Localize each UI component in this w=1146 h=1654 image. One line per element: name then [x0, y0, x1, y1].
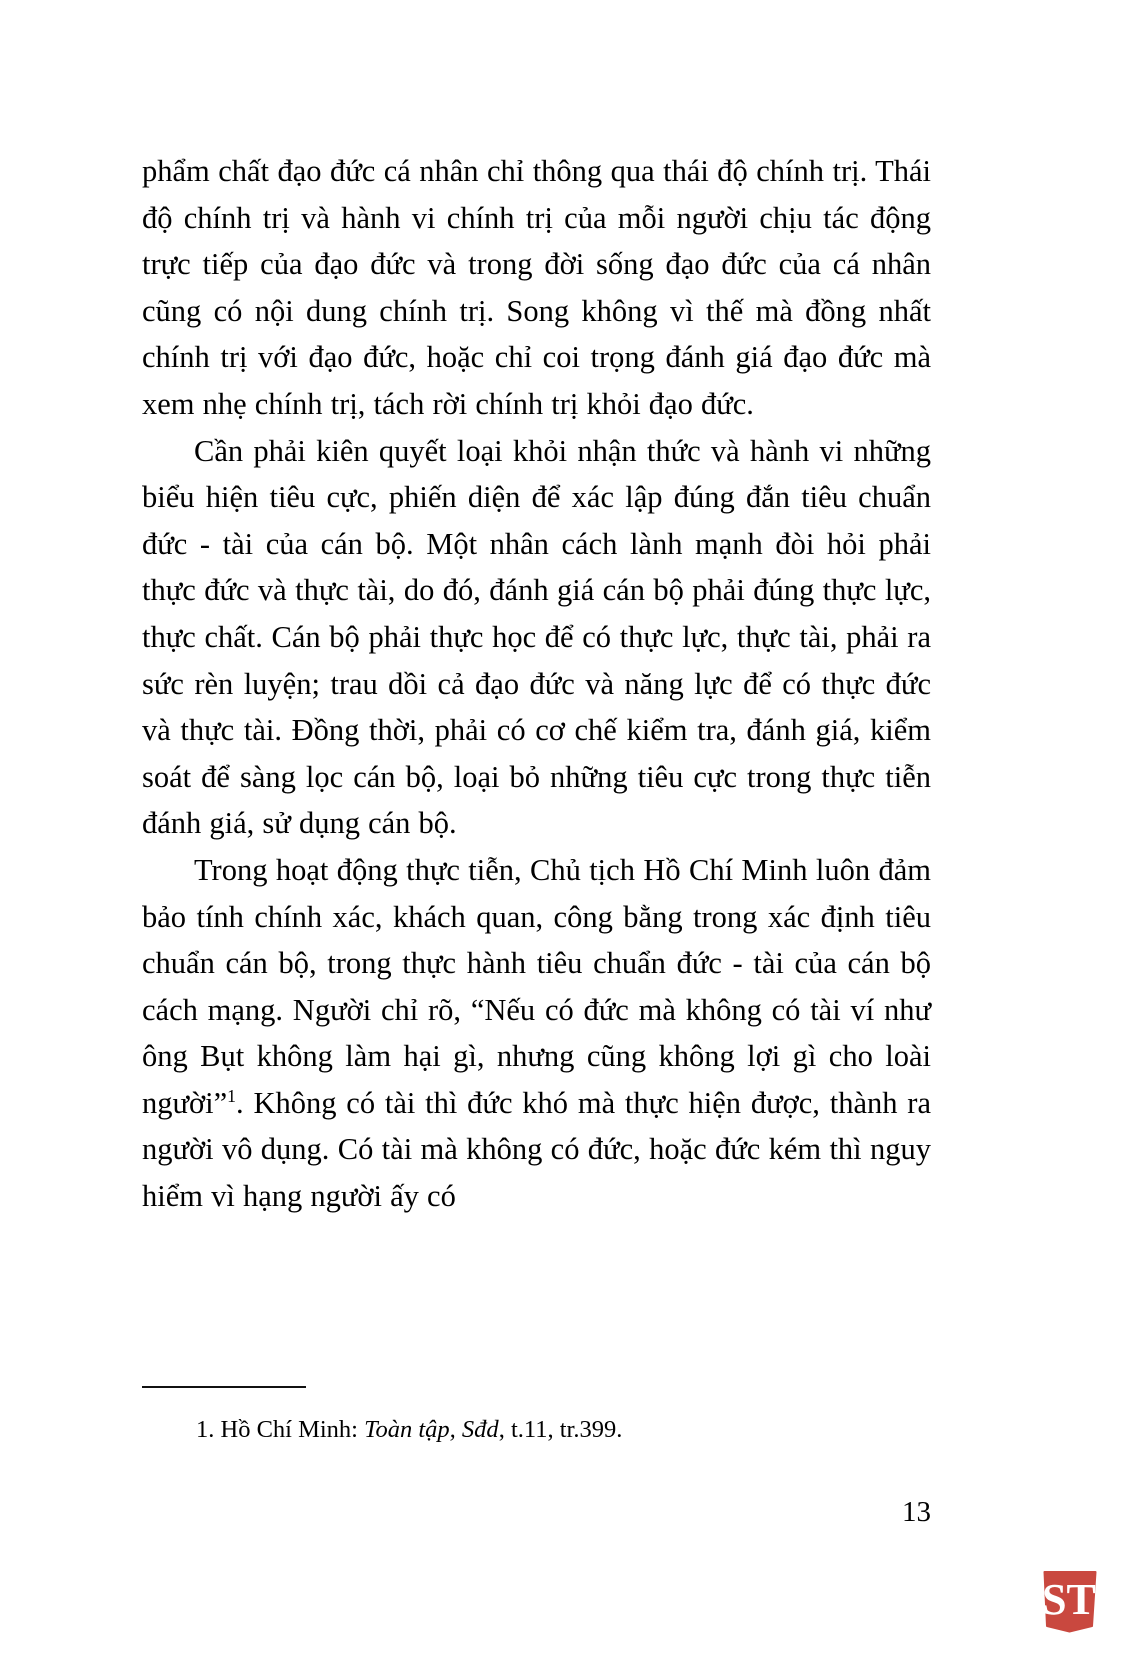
body-paragraph-1: phẩm chất đạo đức cá nhân chỉ thông qua thái độ chính trị. Thái độ chính trị và hành vi chính trị của mỗi người chịu tác động trực tiếp của đạo đức và trong đời sống đạo đức của cá nhân cũng có nội dung chính trị. Song không vì thế mà đồng nhất chính trị với đạo đức, hoặc chỉ coi trọng đánh giá đạo đức mà xem nhẹ chính trị, tách rời chính trị khỏi đạo đức.: [142, 154, 931, 421]
footnote-locator: , t.11, tr.399.: [498, 1416, 623, 1443]
body-paragraph-2: Cần phải kiên quyết loại khỏi nhận thức và hành vi những biểu hiện tiêu cực, phiến diện để xác lập đúng đắn tiêu chuẩn đức - tài của cán bộ. Một nhân cách lành mạnh đòi hỏi phải thực đức và thực tài, do đó, đánh giá cán bộ phải đúng thực lực, thực chất. Cán bộ phải thực học để có thực lực, thực tài, phải ra sức rèn luyện; trau dồi cả đạo đức và năng lực để có thực đức và thực tài. Đồng thời, phải có cơ chế kiểm tra, đánh giá, kiểm soát để sàng lọc cán bộ, loại bỏ những tiêu cực trong thực tiễn đánh giá, sử dụng cán bộ.: [142, 433, 931, 841]
footnote-block: [142, 1386, 931, 1446]
publisher-st-monogram-icon: [1036, 1568, 1104, 1634]
body-paragraph-3: [142, 847, 931, 1220]
svg-text:ST: ST: [1042, 1575, 1096, 1624]
footnote-reference-marker[interactable]: 1: [227, 1085, 237, 1106]
paragraph-3-text-after-footnote-ref: . Không có tài thì đức khó mà thực hiện được, thành ra người vô dụng. Có tài mà không có đức, hoặc đức kém thì nguy hiểm vì hạng người ấy có: [142, 1085, 931, 1214]
footnote-separator-rule: [142, 1386, 306, 1388]
page-number: 13: [902, 1496, 931, 1528]
paragraph-3-text-before-footnote-ref: Trong hoạt động thực tiễn, Chủ tịch Hồ Chí Minh luôn đảm bảo tính chính xác, khách quan, công bằng trong xác định tiêu chuẩn cán bộ, trong thực hành tiêu chuẩn đức - tài của cán bộ cách mạng. Người chỉ rõ, “Nếu có đức mà không có tài ví như ông Bụt không làm hại gì, nhưng cũng không lợi gì cho loài người”: [142, 852, 931, 1120]
footnote-entry: [142, 1414, 931, 1446]
footnote-work-title: Toàn tập, Sđd: [364, 1416, 499, 1443]
footnote-number-and-author: 1. Hồ Chí Minh:: [196, 1416, 365, 1443]
body-text-column: [142, 148, 931, 1220]
